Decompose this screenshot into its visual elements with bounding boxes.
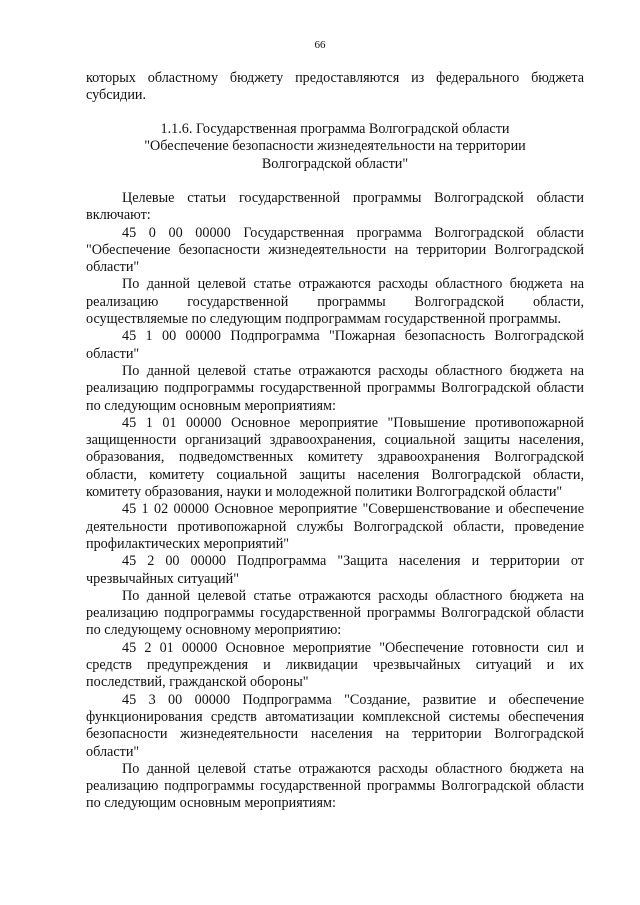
paragraph: 45 3 00 00000 Подпрограмма "Создание, развитие и обеспечение функционирования средств автоматизации комплексной системы обеспечения безопасности жизнедеятельности населения на территории Волгоградской области" (86, 691, 584, 760)
paragraph: По данной целевой статье отражаются расходы областного бюджета на реализацию подпрограммы государственной программы Волгоградской области по следующему основному мероприятию: (86, 587, 584, 639)
paragraph: Целевые статьи государственной программы Волгоградской области включают: (86, 190, 584, 224)
paragraph: 45 1 01 00000 Основное мероприятие "Повышение противопожарной защищенности организаций здравоохранения, социальной защиты населения, образования, подведомственных комитету здравоохранения Волгоградской области, комитету социальной защиты населения Волгоградской области, комитету образования, науки и молодежной политики Волгоградской области" (86, 414, 584, 501)
paragraph: 45 2 00 00000 Подпрограмма "Защита населения и территории от чрезвычайных ситуаций" (86, 553, 584, 587)
paragraph: 45 0 00 00000 Государственная программа Волгоградской области "Обеспечение безопасности жизнедеятельности на территории Волгоградской области" (86, 224, 584, 276)
section-heading-line-1: 1.1.6. Государственная программа Волгоградской области (160, 121, 510, 137)
paragraph: 45 1 00 00000 Подпрограмма "Пожарная безопасность Волгоградской области" (86, 328, 584, 362)
paragraph: 45 2 01 00000 Основное мероприятие "Обеспечение готовности сил и средств предупреждения и ликвидации чрезвычайных ситуаций и их последствий, гражданской обороны" (86, 639, 584, 691)
intro-continuation-block (86, 70, 584, 105)
body-text (86, 190, 584, 813)
paragraph: 45 1 02 00000 Основное мероприятие "Совершенствование и обеспечение деятельности противопожарной службы Волгоградской области, проведение профилактических мероприятий" (86, 501, 584, 552)
paragraph: По данной целевой статье отражаются расходы областного бюджета на реализацию подпрограммы государственной программы Волгоградской области по следующим основным мероприятиям: (86, 362, 584, 414)
section-heading-line-2: "Обеспечение безопасности жизнедеятельности на территории (144, 138, 526, 155)
section-heading (86, 121, 584, 173)
page-number: 66 (314, 39, 326, 51)
section-heading-line-3: Волгоградской области" (261, 155, 409, 172)
paragraph: По данной целевой статье отражаются расходы областного бюджета на реализацию государственной программы Волгоградской области, осуществляемые по следующим подпрограммам государственной программы. (86, 276, 584, 328)
intro-continuation: которых областному бюджету предоставляются из федерального бюджета субсидии. (86, 70, 584, 104)
paragraph: По данной целевой статье отражаются расходы областного бюджета на реализацию подпрограммы государственной программы Волгоградской области по следующим основным мероприятиям: (86, 760, 584, 812)
